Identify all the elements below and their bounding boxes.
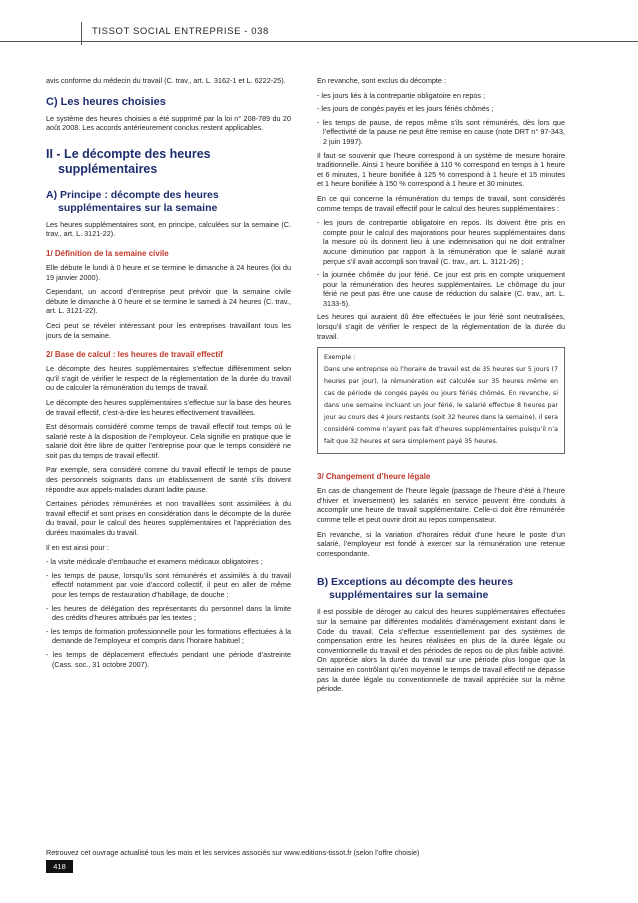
heading-exceptions: [317, 576, 565, 602]
list-item: - les jours de contrepartie obligatoire en repos. Ils doivent être pris en compte pour le calcul des majorations pour heures supplémentaires dans la mesure où ils donnent lieu à une indemnisation qui ne doit entraîner aucune diminution par rapport à la rémunération que le salarié aurait perçue s’il avait accompli son travail (C. trav., art. L. 3121-26) ;: [317, 218, 565, 266]
heading-heures-choisies: C) Les heures choisies: [46, 95, 166, 108]
paragraph: Ceci peut se révéler intéressant pour les entreprises travaillant tous les jours de la semaine.: [46, 320, 291, 340]
paragraph: Cependant, un accord d’entreprise peut prévoir que la semaine civile débute le dimanche à 0 heure et se termine le samedi à 24 heures (C. trav., art. L. 3121-22).: [46, 287, 291, 316]
paragraph: Les heures qui auraient dû être effectuées le jour férié sont neutralisées, lorsqu’il s’agit de vérifier le respect de la réglementation de la durée du travail.: [317, 312, 565, 341]
paragraph: Est désormais considéré comme temps de travail effectif tout temps où le salarié reste à la disposition de l’employeur. Cela signifie en pratique que le salarié doit être libre de quitter l’entreprise pour que le temps considéré ne soit pas du temps de travail effectif.: [46, 422, 291, 460]
running-header: TISSOT SOCIAL ENTREPRISE - 038: [92, 26, 269, 37]
paragraph: Certaines périodes rémunérées et non travaillées sont assimilées à du travail effectif et sont prises en considération dans le décompte de la durée du travail, pour le calcul des heures supplémentaires et l’appréciation des durées maximales du travail.: [46, 499, 291, 538]
example-body: Dans une entreprise où l’horaire de travail est de 35 heures sur 5 jours (7 heures par jour), la rémunération est calculée sur 35 heures même en cas de période de congés payés ou jours fériés chômés. En revanche, si dans une semaine incluant un jour férié, le salarié effectue 8 heures par jour au cours des 4 jours restants (soit 32 heures dans la semaine), il sera considéré comme n’ayant pas fait d’heures supplémentaires puisqu’il n’a fait que 32 heures et sera simplement payé 35 heures.: [324, 366, 558, 446]
heading-base-de-calcul: 2/ Base de calcul : les heures de travail effectif: [46, 350, 223, 360]
paragraph: Il faut se souvenir que l’heure correspond à un système de mesure horaire traditionnelle. Ainsi 1 heure bonifiée à 110 % correspond en temps à 1 heure et 6 minutes, 1 heure bonifiée à 125 % correspond à 1 heure et 15 minutes et 1 heure bonifiée à 150 % correspond à 1 heure et 30 minutes.: [317, 150, 565, 189]
heading-exceptions-line1: B) Exceptions au décompte des heures: [317, 576, 514, 589]
heading-decompte-line1: II - Le décompte des heures: [46, 146, 211, 161]
footer-text: Retrouvez cet ouvrage actualisé tous les mois et les services associés sur www.editions-tissot.fr (selon l’offre choisie): [46, 848, 420, 857]
list-item: - les jours de congés payés et les jours fériés chômés ;: [317, 104, 494, 114]
example-title: Exemple :: [324, 354, 356, 362]
list-item: - les temps de formation professionnelle pour les formations effectuées à la demande de l’employeur et compris dans l’horaire habituel ;: [46, 626, 291, 646]
page-number: 418: [46, 860, 73, 873]
example-box: [317, 347, 565, 454]
paragraph: Elle débute le lundi à 0 heure et se termine le dimanche à 24 heures (loi du 19 janvier 2000).: [46, 262, 291, 282]
heading-decompte: [46, 147, 291, 177]
heading-decompte-line2: supplémentaires: [58, 161, 158, 176]
paragraph: En revanche, si la variation d’horaires réduit d’une heure le poste d’un salarié, l’employeur est fondé à exercer sur la rémunération une retenue correspondante.: [317, 529, 565, 558]
list-item: - les temps de déplacement effectués pendant une période d’astreinte (Cass. soc., 31 octobre 2007).: [46, 649, 291, 669]
heures-choisies-body: Le système des heures choisies a été supprimé par la loi n° 208-789 du 20 août 2008. Les accords antérieurement conclus restent applicables.: [46, 113, 291, 133]
paragraph: En ce qui concerne la rémunération du temps de travail, sont considérés comme temps de travail effectif pour le calcul des heures supplémentaires :: [317, 193, 565, 213]
heading-exceptions-line2: supplémentaires sur la semaine: [329, 589, 489, 602]
paragraph: Il en est ainsi pour :: [46, 542, 109, 552]
list-item: - la journée chômée du jour férié. Ce jour est pris en compte uniquement pour la rémunération des heures supplémentaires. Le chômage du jour férié ne peut pas être une cause de réduction du salaire (C. trav., art. L. 3133-5).: [317, 270, 565, 308]
heading-principe-line2: supplémentaires sur la semaine: [58, 201, 218, 214]
right-column: [317, 76, 565, 699]
intro-paragraph: avis conforme du médecin du travail (C. trav., art. L. 3162-1 et L. 6222-25).: [46, 76, 286, 85]
list-item: - les temps de pause, de repos même s’ils sont rémunérés, dès lors que l’effectivité de la pause ne peut être remise en cause (note DRT n° 97-343, 2 juin 1997).: [317, 117, 565, 146]
paragraph: Le décompte des heures supplémentaires s’effectue sur la base des heures de travail effectif, c’est-à-dire les heures effectivement travaillées.: [46, 397, 291, 417]
list-item: - la visite médicale d’embauche et examens médicaux obligatoires ;: [46, 557, 263, 567]
list-item: - les jours liés à la contrepartie obligatoire en repos ;: [317, 90, 486, 100]
principe-body: Les heures supplémentaires sont, en principe, calculées sur la semaine (C. trav., art. L. 3121-22).: [46, 219, 291, 239]
list-item: - les temps de pause, lorsqu’ils sont rémunérés et assimilés à du travail effectif notamment par voie d’accord collectif, il peut en aller de même pour les temps de restauration d’habillage, de douche ;: [46, 570, 291, 599]
paragraph: Le décompte des heures supplémentaires s’effectue différemment selon qu’il s’agit de vérifier le respect de la réglementation de la durée du travail ou de calculer la rémunération du temps de travail.: [46, 364, 291, 393]
paragraph: Par exemple, sera considéré comme du travail effectif le temps de pause des personnels soignants dans un établissement de santé s’ils doivent répondre aux appels-malades durant ladite pause.: [46, 465, 291, 494]
header-rule: [0, 41, 638, 42]
heading-principe: [46, 189, 291, 215]
heading-principe-line1: A) Principe : décompte des heures: [46, 188, 219, 201]
heading-changement-heure: 3/ Changement d’heure légale: [317, 472, 431, 482]
paragraph: En cas de changement de l’heure légale (passage de l’heure d’été à l’heure d’hiver et inversement) les salariés en service peuvent être conduits à accomplir une heure de travail supplémentaire. Celle-ci doit être rémunérée comme telle et peut ouvrir droit au repos compensateur.: [317, 486, 565, 525]
heading-semaine-civile: 1/ Définition de la semaine civile: [46, 248, 169, 258]
exceptions-body: Il est possible de déroger au calcul des heures supplémentaires effectuées sur la semaine par différentes modalités d’aménagement existant dans le Code du travail. Cela s’effectue essentiellement par des systèmes de compensation entre les heures réalisées en plus de la durée légale ou conventionnelle du travail et des périodes de repos ou de plus faible activité. On apprécie alors la durée du travail sur une période plus longue que la semaine en contrôlant qu’en moyenne le temps de travail effectif ne dépasse pas la durée légale ou conventionnelle de travail appréciée sur la même période.: [317, 607, 565, 694]
left-column: [46, 76, 291, 673]
list-item: - les heures de délégation des représentants du personnel dans la limite des crédits d’heures attribués par les textes ;: [46, 603, 291, 623]
exclus-intro: En revanche, sont exclus du décompte :: [317, 76, 446, 85]
